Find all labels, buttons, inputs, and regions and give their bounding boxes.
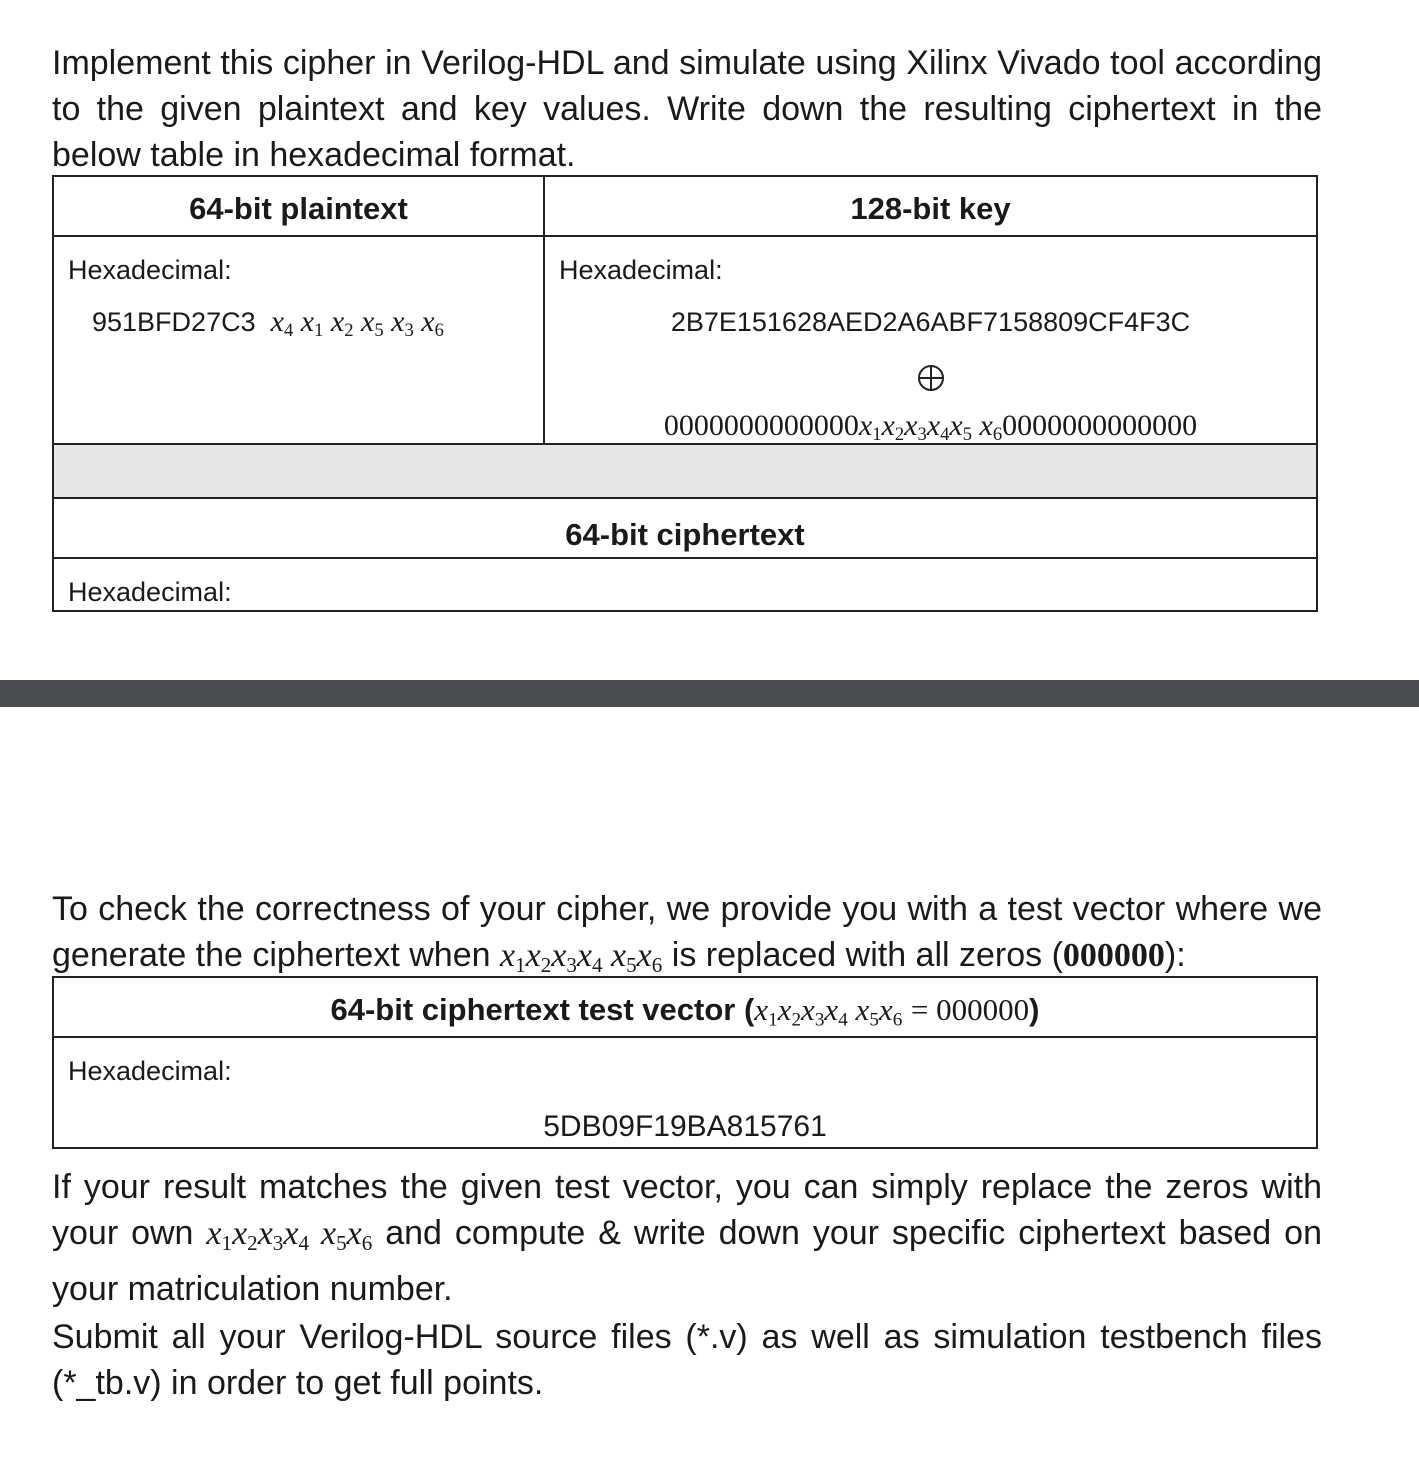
key-header: 128-bit key [850, 191, 1011, 226]
page-divider-bar [0, 680, 1419, 707]
table-divider [54, 557, 1316, 559]
key-mask-value: $0000000000000x_1x_2x_3x_4x_5$ $x_60000000000000$ [663, 409, 1198, 446]
key-value: 2B7E151628AED2A6ABF7158809CF4F3C [670, 307, 1191, 337]
key-hex-label: Hexadecimal: [559, 255, 723, 285]
submit-paragraph: Submit all your Verilog-HDL source files (*.v) as well as simulation testbench files (*_tb.v) in order to get full points. [52, 1318, 1322, 1402]
test-vector-value: 5DB09F19BA815761 [543, 1110, 827, 1143]
result-paragraph: If your result matches the given test vector, you can simply replace the zeros with your own $x_1x_2x_3x_4$ $x_5x_6$ and compute & write down your specific ciphertext based on your matriculation number. [52, 1168, 1322, 1308]
check-paragraph: To check the correctness of your cipher, we provide you with a test vector where we generate the ciphertext when $x_1x_2x_3x_4$ $x_5x_6$ is replaced with all zeros (000000): [52, 890, 1322, 977]
cipher-table [52, 175, 1318, 612]
ciphertext-hex-label: Hexadecimal: [68, 577, 232, 607]
ciphertext-header: 64-bit ciphertext [565, 517, 805, 552]
test-vector-hex-label: Hexadecimal: [68, 1056, 232, 1086]
table-divider [54, 235, 1316, 237]
plaintext-header: 64-bit plaintext [189, 191, 408, 226]
plaintext-value: 951BFD27C3 $x_4$ $x_1$ $x_2$ $x_5$ $x_3$ $x_6$ [92, 305, 444, 342]
table-divider [54, 497, 1316, 499]
test-vector-header: 64-bit ciphertext test vector ($x_1x_2x_3x_4$ $x_5x_6 = 000000$) [330, 992, 1040, 1031]
test-vector-table [52, 976, 1318, 1149]
plaintext-hex-label: Hexadecimal: [68, 255, 232, 285]
intro-paragraph: Implement this cipher in Verilog-HDL and simulate using Xilinx Vivado tool according to the given plaintext and key values. Write down the resulting ciphertext in the below table in hexadecimal format. [52, 44, 1322, 174]
xor-symbol-icon [918, 365, 944, 391]
empty-shaded-row [54, 445, 1316, 497]
table-divider [54, 1036, 1316, 1038]
